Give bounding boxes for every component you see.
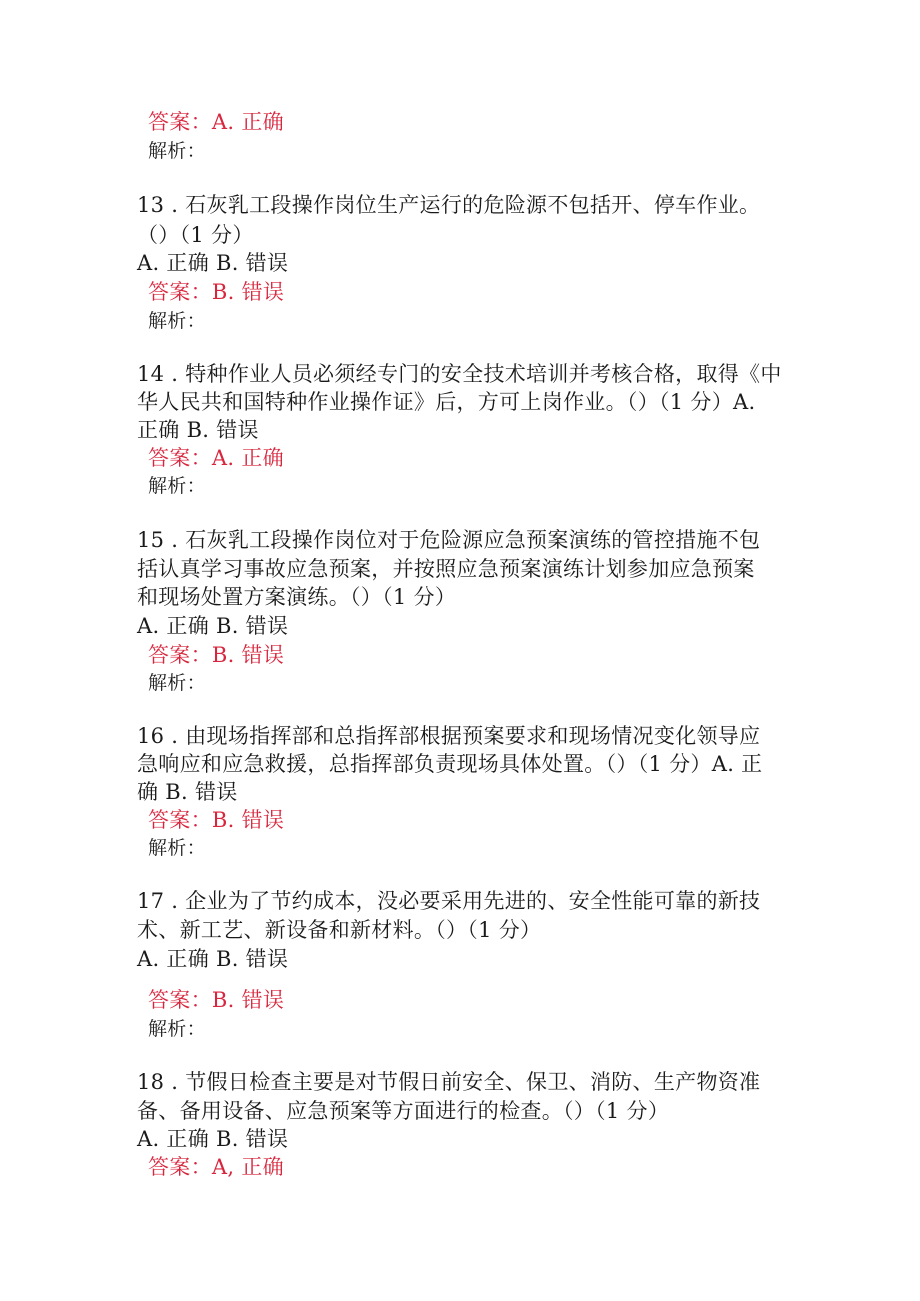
answer-line-15 — [148, 641, 284, 669]
question-17-line-1: 17 . 企业为了节约成本，没必要采用先进的、安全性能可靠的新技 — [137, 889, 761, 913]
answer-line-18 — [148, 1153, 284, 1181]
answer-line-12 — [148, 108, 284, 136]
question-13-line-1: 13 . 石灰乳工段操作岗位生产运行的危险源不包括开、停车作业。 — [137, 193, 761, 217]
answer-value: A. 正确 — [211, 110, 284, 134]
question-14-line-3: 正确 B. 错误 — [137, 418, 259, 442]
answer-value: B. 错误 — [211, 988, 285, 1012]
answer-value: A. 正确 — [211, 446, 284, 470]
question-17-options: A. 正确 B. 错误 — [137, 947, 289, 971]
answer-value: B. 错误 — [211, 643, 285, 667]
answer-label: 答案： — [148, 1155, 212, 1179]
question-15-options: A. 正确 B. 错误 — [137, 614, 289, 638]
question-13-options: A. 正确 B. 错误 — [137, 251, 289, 275]
analysis-label-16: 解析： — [148, 837, 206, 859]
analysis-label-14: 解析： — [148, 475, 206, 497]
question-14-line-2: 华人民共和国特种作业操作证》后，方可上岗作业。（）（1 分）A. — [137, 390, 756, 414]
answer-label: 答案： — [148, 446, 212, 470]
answer-value: B. 错误 — [211, 280, 285, 304]
question-17-line-2: 术、新工艺、新设备和新材料。（）（1 分） — [137, 918, 542, 942]
answer-label: 答案： — [148, 988, 212, 1012]
question-15-line-2: 括认真学习事故应急预案，并按照应急预案演练计划参加应急预案 — [137, 557, 755, 581]
answer-line-14 — [148, 444, 284, 472]
answer-label: 答案： — [148, 808, 212, 832]
question-15-line-3: 和现场处置方案演练。（）（1 分） — [137, 585, 457, 609]
question-16-line-2: 急响应和应急救援，总指挥部负责现场具体处置。（）（1 分）A. 正 — [137, 752, 763, 776]
question-18-line-1: 18 . 节假日检查主要是对节假日前安全、保卫、消防、生产物资准 — [137, 1070, 761, 1094]
question-18-line-2: 备、备用设备、应急预案等方面进行的检查。（）（1 分） — [137, 1099, 670, 1123]
question-18-options: A. 正确 B. 错误 — [137, 1127, 289, 1151]
answer-line-13 — [148, 278, 284, 306]
analysis-label-13: 解析： — [148, 310, 206, 332]
question-14-line-1: 14 . 特种作业人员必须经专门的安全技术培训并考核合格，取得《中 — [137, 362, 782, 386]
analysis-label-15: 解析： — [148, 672, 206, 694]
question-13-line-2: （）（1 分） — [137, 223, 254, 247]
answer-label: 答案： — [148, 280, 212, 304]
question-16-line-1: 16 . 由现场指挥部和总指挥部根据预案要求和现场情况变化领导应 — [137, 724, 761, 748]
answer-value: B. 错误 — [211, 808, 285, 832]
answer-value: A, 正确 — [211, 1155, 284, 1179]
analysis-label-12: 解析： — [148, 140, 206, 162]
question-16-line-3: 确 B. 错误 — [137, 780, 238, 804]
question-15-line-1: 15 . 石灰乳工段操作岗位对于危险源应急预案演练的管控措施不包 — [137, 528, 761, 552]
answer-line-16 — [148, 806, 284, 834]
answer-line-17 — [148, 986, 284, 1014]
answer-label: 答案： — [148, 643, 212, 667]
answer-label: 答案： — [148, 110, 212, 134]
analysis-label-17: 解析： — [148, 1018, 206, 1040]
